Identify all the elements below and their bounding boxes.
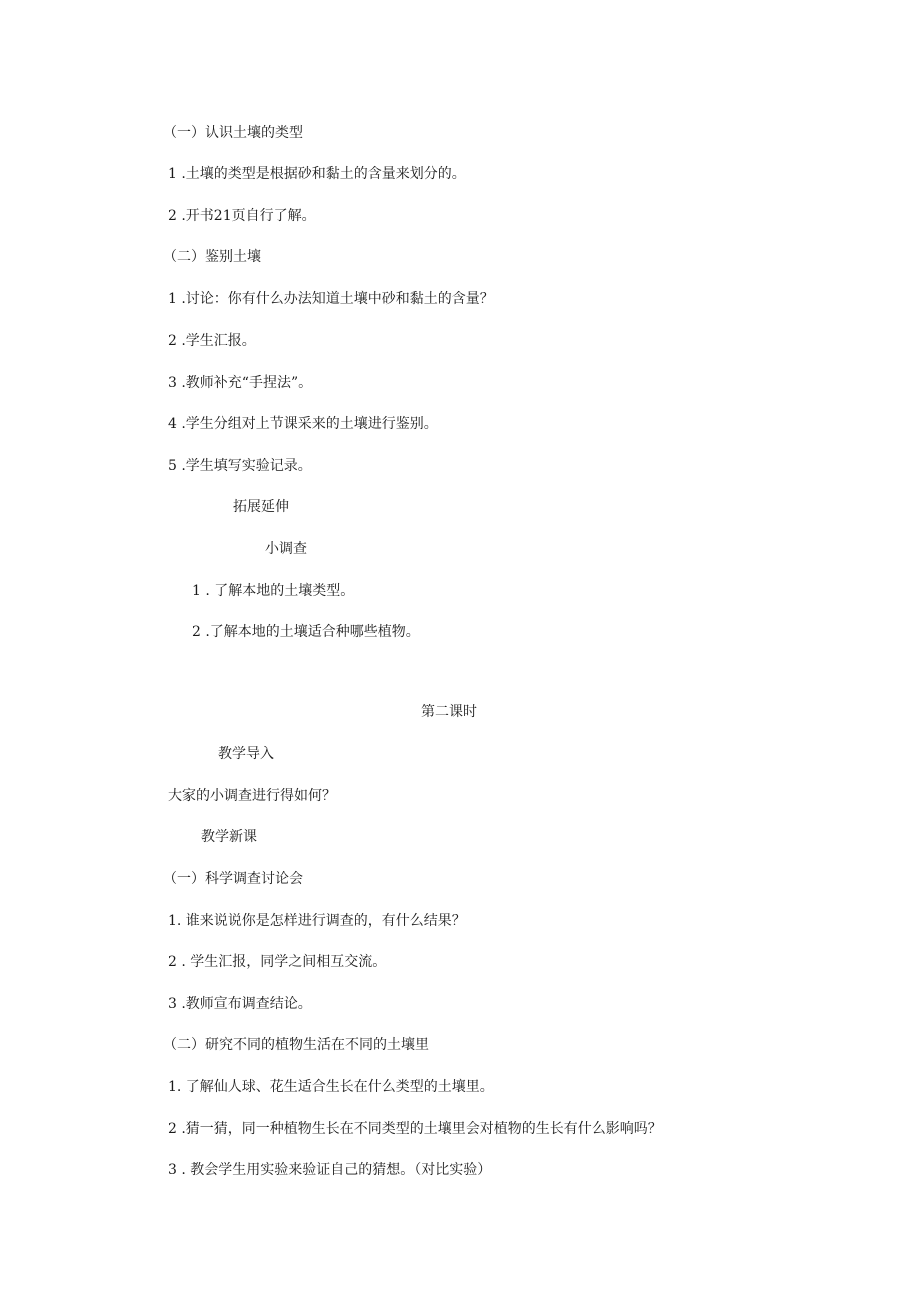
list-item: 1. 了解仙人球、花生适合生长在什么类型的土壤里。 [168,1079,494,1095]
section-heading-identify-soil: （二）鉴别土壤 [163,249,261,265]
list-item: 2 . 学生汇报，同学之间相互交流。 [168,954,387,970]
list-item: 2 .学生汇报。 [168,333,256,349]
list-item: 1 . 了解本地的土壤类型。 [192,583,355,599]
intro-heading: 教学导入 [218,746,274,762]
section-heading-soil-types: （一）认识土壤的类型 [163,125,303,141]
list-item: 2 .开书21页自行了解。 [168,208,316,224]
intro-text: 大家的小调查进行得如何？ [168,788,336,804]
lesson-title: 第二课时 [421,704,477,720]
extension-heading: 拓展延伸 [233,499,289,515]
list-item: 3 . 教会学生用实验来验证自己的猜想。（对比实验） [168,1162,492,1178]
section-heading-research: （二）研究不同的植物生活在不同的土壤里 [163,1037,429,1053]
list-item: 1 .土壤的类型是根据砂和黏土的含量来划分的。 [168,166,466,182]
list-item: 1 .讨论：你有什么办法知道土壤中砂和黏土的含量？ [168,291,494,307]
list-item: 3 .教师宣布调查结论。 [168,996,312,1012]
list-item: 2 .猜一猜，同一种植物生长在不同类型的土壤里会对植物的生长有什么影响吗？ [168,1121,662,1137]
list-item: 2 .了解本地的土壤适合种哪些植物。 [192,624,420,640]
survey-heading: 小调查 [265,541,307,557]
list-item: 4 .学生分组对上节课采来的土壤进行鉴别。 [168,416,438,432]
list-item: 3 .教师补充“手捏法”。 [168,375,313,391]
new-lesson-heading: 教学新课 [201,829,257,845]
section-heading-discussion: （一）科学调查讨论会 [163,871,303,887]
list-item: 1. 谁来说说你是怎样进行调查的，有什么结果？ [168,913,466,929]
list-item: 5 .学生填写实验记录。 [168,458,312,474]
